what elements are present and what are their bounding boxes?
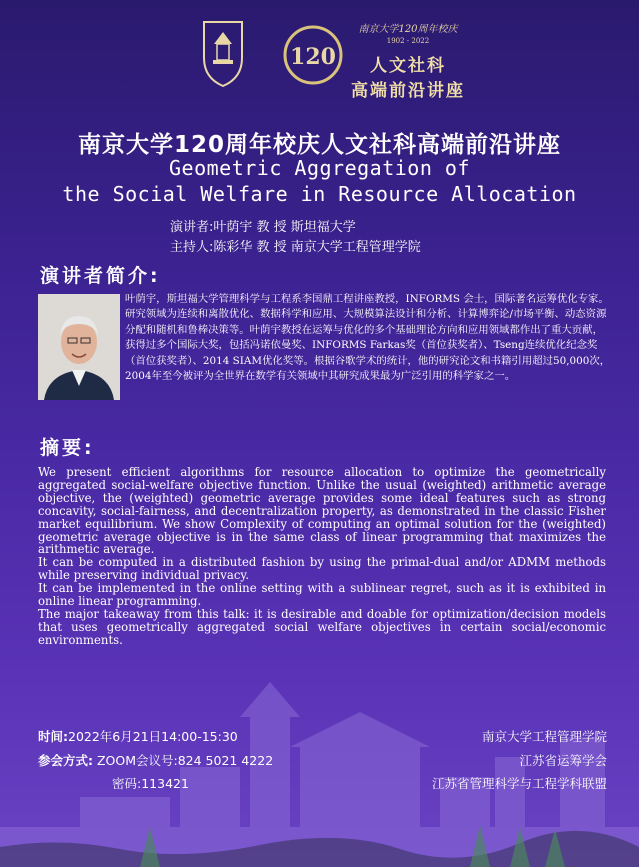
time-label: 时间: [38, 729, 68, 744]
abstract-paragraph: It can be implemented in the online setting with a sublinear regret, such as it is exhibited in online linear programming. [38, 581, 606, 609]
abstract-paragraph: The major takeaway from this talk: it is desirable and doable for optimization/decision models that uses geometrically aggregated social welfare objectives in certain social/economic environments. [38, 606, 606, 647]
time-value: 2022年6月21日14:00-15:30 [68, 729, 238, 744]
bio-heading: 演讲者简介: [40, 265, 161, 287]
university-seal-logo [200, 18, 246, 88]
abstract-heading: 摘要: [40, 437, 95, 459]
organizer-3: 江苏省管理科学与工程学科联盟 [431, 776, 607, 791]
speaker-bio: 叶荫宇，斯坦福大学管理科学与工程系李国鼎工程讲座教授，INFORMS 会士，国际著名运筹优化专家。研究领域为连续和离散优化、数据科学和应用、大规模算法设计和分析、计算博弈论/市场平衡、动态资源分配和随机和鲁棒决策等。叶荫宇教授在运筹与优化的多个基础理论方向和应用领域都作出了重大贡献，获得过多个国际大奖，包括冯诺依曼奖、INFORMS Farkas奖（首位获奖者）、Tseng连续优化纪念奖（首位获奖者）、2014 SIAM优化奖等。根据谷歌学术的统计，他的研究论文和书籍引用超过50,000次，2004年至今被评为全世界在数学有关领域中其研究成果最为广泛引用的科学家之一。 [125, 293, 611, 383]
anniversary-small-text: 南京大学120周年校庆 [358, 24, 458, 35]
join-line [38, 751, 273, 769]
join-value: ZOOM会议号:824 5021 4222 [96, 753, 274, 768]
join-label: 参会方式: [38, 753, 93, 768]
logo-120-text: 120 [290, 44, 336, 70]
anniversary-120-logo [282, 20, 344, 90]
host-line: 主持人:陈彩华 教 授 南京大学工程管理学院 [170, 240, 421, 255]
speaker-photo [38, 294, 120, 400]
series-title-line1: 人文社科 [370, 56, 446, 76]
organizer-1: 南京大学工程管理学院 [481, 729, 607, 744]
series-title-line2: 高端前沿讲座 [351, 81, 465, 101]
time-line [38, 727, 238, 745]
abstract-paragraph: It can be computed in a distributed fashion by using the primal-dual and/or ADMM methods while preserving individual privacy. [38, 555, 606, 583]
password-line: 密码:113421 [112, 776, 189, 791]
anniversary-years: 1902 - 2022 [386, 37, 430, 45]
abstract-body [38, 466, 606, 647]
speaker-line: 演讲者:叶荫宇 教 授 斯坦福大学 [170, 220, 356, 235]
abstract-paragraph: We present efficient algorithms for resource allocation to optimize the geometrically aggregated social-welfare objective function. Unlike the usual (weighted) arithmetic average objective, the (weighted) geometric average provides some ideal features such as strong concavity, social-fairness, and decentralization property, as demonstrated in the classic Fisher market equilibrium. We show Complexity of computing an optimal solution for the (weighted) geometric average objective is in the same class of linear programming that maximizes the arithmetic average. [38, 465, 606, 557]
english-title-line1: Geometric Aggregation of [169, 156, 470, 180]
campus-skyline-illustration [0, 677, 639, 867]
organizer-2: 江苏省运筹学会 [519, 753, 607, 768]
chinese-title: 南京大学120周年校庆人文社科高端前沿讲座 [77, 132, 561, 158]
english-title-line2: the Social Welfare in Resource Allocation [62, 182, 577, 206]
anniversary-block [348, 20, 468, 101]
